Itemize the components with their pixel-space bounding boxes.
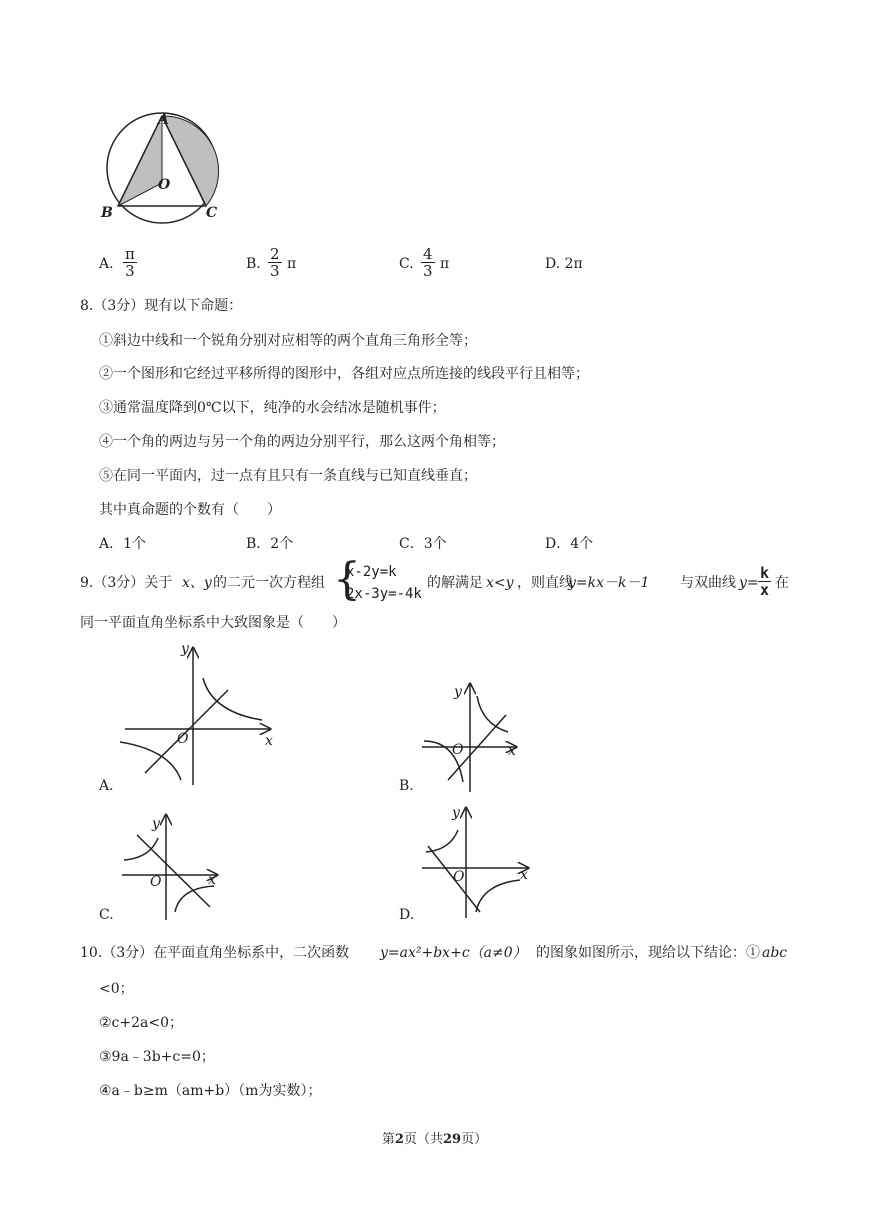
q7-option-b-suffix: π	[287, 256, 297, 272]
q10-function: y=ax²+bx+c（a≠0）	[380, 945, 527, 961]
q7-option-c-num: 4	[423, 245, 433, 263]
q9-hyperbola-num: k	[760, 564, 770, 582]
q7-option-b-prefix: B.	[246, 256, 261, 272]
q9-graph-d	[422, 808, 528, 918]
q10-stem-b: 的图象如图所示，现给以下结论：①	[536, 945, 760, 961]
q8-stem: 8.（3分）现有以下命题：	[80, 298, 243, 314]
q8-question: 其中真命题的个数有（ ）	[99, 502, 281, 518]
q7-option-c-den: 3	[423, 262, 433, 280]
q9-stem-line2: 同一平面直角坐标系中大致图象是（ ）	[80, 615, 346, 631]
q9-stem-d: ，则直线	[517, 575, 573, 591]
q9-condition: x<y	[486, 575, 514, 591]
q9-option-b: B.	[399, 778, 414, 794]
q9-graph-d-y-label: y	[452, 805, 460, 821]
q9-graph-d-origin: O	[453, 869, 465, 885]
q9-option-d: D.	[399, 907, 415, 923]
q9-option-a: A.	[99, 778, 114, 794]
q8-item-4: ④一个角的两边与另一个角的两边分别平行，那么这两个角相等；	[99, 434, 505, 450]
q7-option-c-prefix: C.	[399, 256, 414, 272]
q9-graph-b-origin: O	[452, 742, 464, 758]
footer-total-pages: 29	[442, 1132, 462, 1147]
q9-graph-a-origin: O	[177, 731, 189, 747]
q8-item-1: ①斜边中线和一个锐角分别对应相等的两个直角三角形全等；	[99, 333, 477, 349]
q10-item-2: ②c+2a<0；	[99, 1015, 184, 1031]
q8-item-2: ②一个图形和它经过平移所得的图形中，各组对应点所连接的线段平行且相等；	[99, 366, 589, 382]
q7-option-c-suffix: π	[440, 256, 450, 272]
footer-suffix: 页）	[461, 1132, 488, 1147]
q9-vars: x、y	[182, 575, 212, 591]
q9-stem-b: 的二元一次方程组	[213, 575, 325, 591]
q8-option-a: A．1个	[99, 536, 147, 552]
q9-stem-a: 9.（3分）关于	[80, 575, 173, 591]
page-footer	[0, 1128, 869, 1147]
q7-label-o: O	[158, 177, 171, 193]
q7-label-a: A	[158, 112, 169, 128]
q8-option-b: B．2个	[246, 536, 294, 552]
q7-option-a-prefix: A.	[99, 256, 114, 272]
q8-item-3: ③通常温度降到0℃以下，纯净的水会结冰是随机事件；	[99, 400, 446, 416]
q7-label-b: B	[101, 205, 113, 221]
q10-item-4: ④a﹣b≥m（am+b）（m为实数）；	[99, 1083, 322, 1099]
footer-mid: 页（共	[403, 1132, 443, 1147]
q9-graph-a-y-label: y	[181, 641, 189, 657]
q9-brace: {	[333, 554, 361, 605]
q10-stem: 10.（3分）在平面直角坐标系中，二次函数	[80, 945, 350, 961]
q9-graph-c-x-label: x	[208, 872, 216, 888]
q9-eq1: x-2y=k	[346, 564, 397, 580]
q9-stem-e: 与双曲线	[680, 575, 736, 591]
footer-prefix: 第	[381, 1132, 395, 1147]
q7-option-b-num: 2	[270, 245, 280, 263]
q10-line2: <0；	[99, 981, 134, 997]
q10-item-3: ③9a﹣3b+c=0；	[99, 1049, 215, 1065]
q9-eq2: 2x-3y=-4k	[346, 586, 422, 602]
q9-graph-b-y-label: y	[454, 684, 462, 700]
q8-option-c: C．3个	[399, 536, 447, 552]
q7-option-a-den: 3	[125, 262, 135, 280]
q9-graph-b-x-label: x	[508, 743, 516, 759]
q9-graph-a-x-label: x	[265, 733, 273, 749]
q9-option-c: C.	[99, 907, 114, 923]
q9-graph-c-origin: O	[150, 874, 162, 890]
q9-graph-b	[422, 684, 516, 792]
q9-hyperbola-lhs: y=	[739, 575, 759, 591]
q9-stem-c: 的解满足	[427, 575, 483, 591]
q9-line-equation: y=kx－k－1	[568, 575, 650, 591]
q9-graph-a	[120, 648, 270, 785]
q7-option-b-den: 3	[270, 262, 280, 280]
q8-option-d: D．4个	[545, 536, 594, 552]
q10-abc: abc	[762, 945, 788, 961]
q9-graph-c-y-label: y	[152, 816, 160, 832]
footer-page-number: 2	[394, 1132, 404, 1147]
q9-graph-c	[122, 815, 217, 920]
q9-hyperbola-den: x	[760, 581, 770, 599]
q8-item-5: ⑤在同一平面内，过一点有且只有一条直线与已知直线垂直；	[99, 468, 477, 484]
q7-option-d: D. 2π	[545, 256, 583, 272]
q7-label-c: C	[206, 205, 218, 221]
q7-option-a-num: π	[125, 245, 135, 263]
q9-graph-d-x-label: x	[520, 867, 528, 883]
q9-stem-f: 在	[775, 575, 789, 591]
